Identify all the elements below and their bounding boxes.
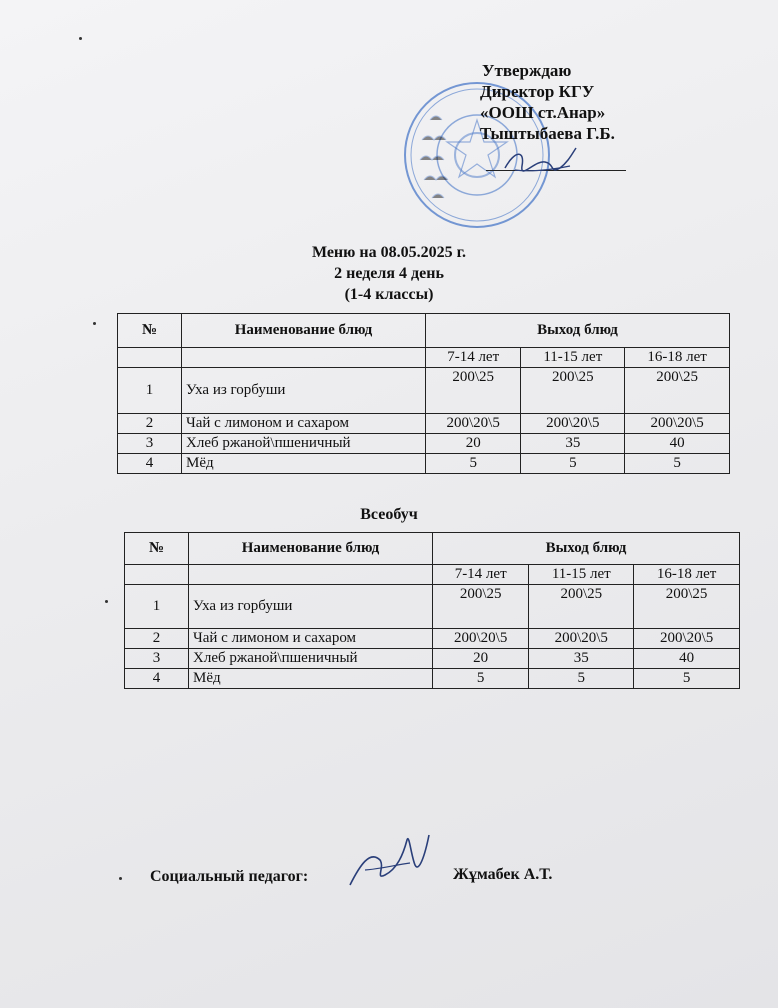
table-row bbox=[125, 649, 740, 669]
row-qty-1: 200\25 bbox=[433, 585, 529, 629]
age-header-1: 7-14 лет bbox=[426, 348, 521, 368]
pedagogue-signature bbox=[345, 825, 435, 895]
row-dish: Хлеб ржаной\пшеничный bbox=[189, 649, 433, 669]
row-qty-1: 5 bbox=[426, 454, 521, 474]
dot-mark bbox=[93, 322, 96, 325]
row-qty-3: 200\25 bbox=[625, 368, 730, 414]
row-qty-2: 35 bbox=[529, 649, 634, 669]
row-qty-3: 200\25 bbox=[634, 585, 740, 629]
row-qty-2: 200\25 bbox=[521, 368, 625, 414]
approval-block bbox=[480, 60, 615, 144]
row-dish: Мёд bbox=[182, 454, 426, 474]
row-qty-3: 40 bbox=[634, 649, 740, 669]
col-name-header: Наименование блюд bbox=[182, 314, 426, 348]
row-dish: Чай с лимоном и сахаром bbox=[182, 414, 426, 434]
social-pedagogue-label: Социальный педагог: bbox=[150, 868, 309, 885]
row-qty-1: 200\20\5 bbox=[426, 414, 521, 434]
row-qty-2: 5 bbox=[529, 669, 634, 689]
row-qty-1: 20 bbox=[426, 434, 521, 454]
empty-cell bbox=[182, 348, 426, 368]
row-qty-3: 5 bbox=[634, 669, 740, 689]
col-name-header: Наименование блюд bbox=[189, 533, 433, 565]
empty-cell bbox=[189, 565, 433, 585]
row-qty-3: 200\20\5 bbox=[634, 629, 740, 649]
row-num: 2 bbox=[125, 629, 189, 649]
row-qty-2: 200\25 bbox=[529, 585, 634, 629]
row-dish: Уха из горбуши bbox=[189, 585, 433, 629]
row-num: 1 bbox=[125, 585, 189, 629]
row-qty-1: 200\20\5 bbox=[433, 629, 529, 649]
col-output-header: Выход блюд bbox=[433, 533, 740, 565]
age-header-1: 7-14 лет bbox=[433, 565, 529, 585]
dot-mark bbox=[105, 600, 108, 603]
row-qty-3: 40 bbox=[625, 434, 730, 454]
table-row bbox=[118, 434, 730, 454]
approval-line-1: Утверждаю bbox=[482, 61, 572, 80]
row-qty-1: 20 bbox=[433, 649, 529, 669]
row-num: 4 bbox=[125, 669, 189, 689]
approval-line-4: Тыштыбаева Г.Б. bbox=[480, 124, 615, 143]
dot-mark bbox=[79, 37, 82, 40]
table-row bbox=[125, 629, 740, 649]
age-header-3: 16-18 лет bbox=[634, 565, 740, 585]
row-qty-3: 5 bbox=[625, 454, 730, 474]
row-qty-1: 200\25 bbox=[426, 368, 521, 414]
title-line-3: (1-4 классы) bbox=[344, 286, 434, 303]
dot-mark bbox=[119, 877, 122, 880]
col-num-header: № bbox=[118, 314, 182, 348]
title-line-1: Меню на 08.05.2025 г. bbox=[311, 244, 467, 261]
section-title-vseobuch: Всеобуч bbox=[360, 506, 418, 523]
row-qty-2: 35 bbox=[521, 434, 625, 454]
empty-cell bbox=[125, 565, 189, 585]
row-dish: Чай с лимоном и сахаром bbox=[189, 629, 433, 649]
approval-line-3: «ООШ ст.Анар» bbox=[480, 103, 606, 122]
approval-line-2: Директор КГУ bbox=[480, 82, 595, 101]
row-qty-2: 200\20\5 bbox=[529, 629, 634, 649]
age-header-2: 11-15 лет bbox=[529, 565, 634, 585]
row-qty-1: 5 bbox=[433, 669, 529, 689]
title-line-2: 2 неделя 4 день bbox=[334, 265, 444, 282]
col-output-header: Выход блюд bbox=[426, 314, 730, 348]
row-dish: Мёд bbox=[189, 669, 433, 689]
row-num: 2 bbox=[118, 414, 182, 434]
table-row bbox=[118, 414, 730, 434]
row-num: 3 bbox=[118, 434, 182, 454]
menu-title bbox=[0, 242, 778, 305]
table-row bbox=[118, 368, 730, 414]
row-qty-2: 200\20\5 bbox=[521, 414, 625, 434]
menu-table-vseobuch bbox=[124, 532, 740, 689]
row-num: 1 bbox=[118, 368, 182, 414]
row-dish: Хлеб ржаной\пшеничный bbox=[182, 434, 426, 454]
menu-table-primary bbox=[117, 313, 730, 474]
row-qty-2: 5 bbox=[521, 454, 625, 474]
pedagogue-name: Жұмабек А.Т. bbox=[453, 866, 553, 883]
row-num: 4 bbox=[118, 454, 182, 474]
age-header-3: 16-18 лет bbox=[625, 348, 730, 368]
empty-cell bbox=[118, 348, 182, 368]
row-dish: Уха из горбуши bbox=[182, 368, 426, 414]
table-row bbox=[125, 669, 740, 689]
table-row bbox=[118, 454, 730, 474]
table-row bbox=[125, 585, 740, 629]
col-num-header: № bbox=[125, 533, 189, 565]
row-num: 3 bbox=[125, 649, 189, 669]
row-qty-3: 200\20\5 bbox=[625, 414, 730, 434]
age-header-2: 11-15 лет bbox=[521, 348, 625, 368]
director-signature bbox=[500, 140, 580, 190]
